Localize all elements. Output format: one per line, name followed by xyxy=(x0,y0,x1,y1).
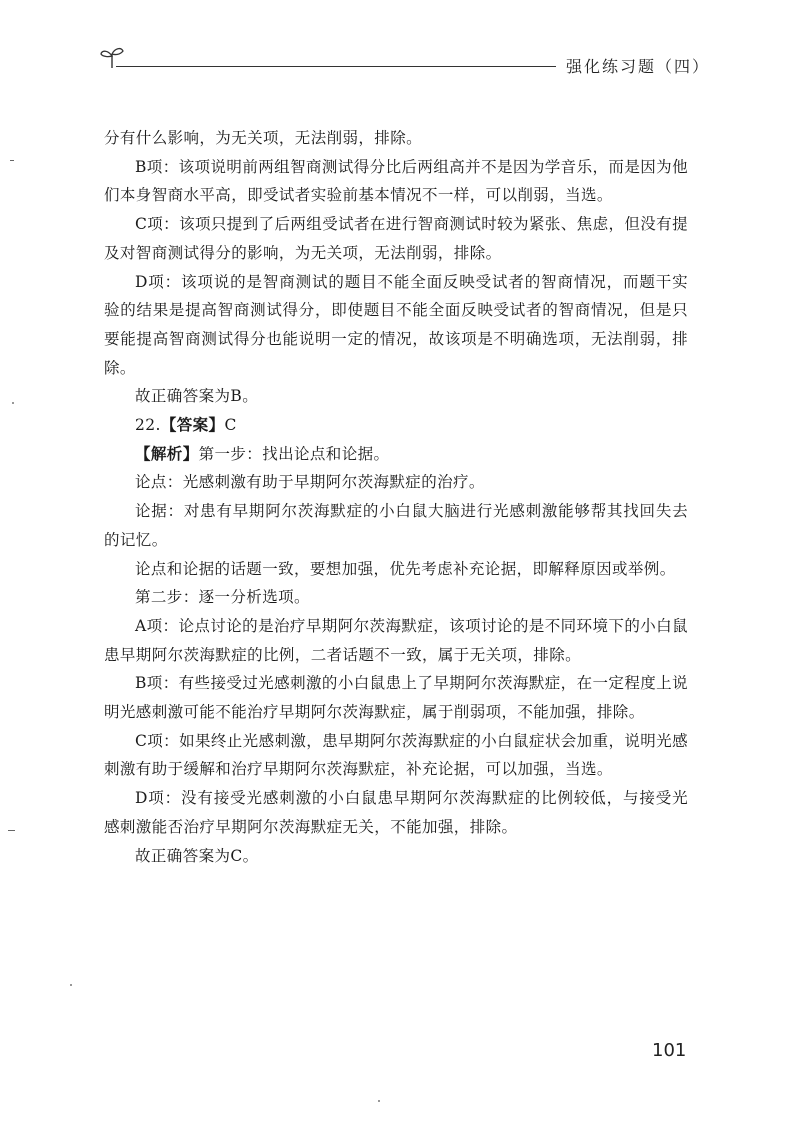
scan-speck xyxy=(70,984,72,986)
argument: 论点：光感刺激有助于早期阿尔茨海默症的治疗。 xyxy=(135,473,485,492)
analysis-label: 【解析】 xyxy=(135,443,199,463)
option-c: C项：如果终止光感刺激，患早期阿尔茨海默症的小白鼠症状会加重，说明光感刺激有助于缓解和治疗早期阿尔茨海默症，补充论据，可以加强，当选。 xyxy=(104,731,688,779)
paragraph: 故正确答案为B。 xyxy=(135,387,259,406)
analysis-step1: 第一步：找出论点和论据。 xyxy=(198,444,390,463)
paragraph: B项：该项说明前两组智商测试得分比后两组高并不是因为学音乐，而是因为他们本身智商水平高，即受试者实验前基本情况不一样，可以削弱，当选。 xyxy=(104,157,688,205)
scan-speck xyxy=(378,1100,380,1102)
scan-mark xyxy=(8,830,15,831)
header-rule xyxy=(116,66,556,67)
conclusion: 故正确答案为C。 xyxy=(135,846,259,865)
answer-label: 【答案】 xyxy=(160,415,225,435)
answer-value: C xyxy=(224,416,237,435)
relation: 论点和论据的话题一致，要想加强，优先考虑补充论据，即解释原因或举例。 xyxy=(135,559,676,578)
scan-speck xyxy=(12,402,14,404)
paragraph: C项：该项只提到了后两组受试者在进行智商测试时较为紧张、焦虑，但没有提及对智商测试得分的影响，为无关项，无法削弱，排除。 xyxy=(104,215,688,262)
page-body xyxy=(104,124,688,870)
scan-mark xyxy=(10,160,14,161)
analysis-line xyxy=(104,440,688,469)
evidence: 论据：对患有早期阿尔茨海默症的小白鼠大脑进行光感刺激能够帮其找回失去的记忆。 xyxy=(104,502,688,549)
header-title: 强化练习题（四） xyxy=(566,57,711,76)
paragraph: D项：该项说的是智商测试的题目不能全面反映受试者的智商情况，而题干实验的结果是提高智商测试得分，即使题目不能全面反映受试者的智商情况，但是只要能提高智商测试得分也能说明一定的情况，故该项是不明确选项，无法削弱，排除。 xyxy=(104,272,688,377)
option-b: B项：有些接受过光感刺激的小白鼠患上了早期阿尔茨海默症，在一定程度上说明光感刺激可能不能治疗早期阿尔茨海默症，属于削弱项，不能加强，排除。 xyxy=(104,674,688,722)
option-d: D项：没有接受光感刺激的小白鼠患早期阿尔茨海默症的比例较低，与接受光感刺激能否治疗早期阿尔茨海默症无关，不能加强，排除。 xyxy=(104,789,688,836)
question-number: 22. xyxy=(135,416,161,435)
paragraph: 分有什么影响，为无关项，无法削弱，排除。 xyxy=(104,129,423,147)
option-a: A项：论点讨论的是治疗早期阿尔茨海默症，该项讨论的是不同环境下的小白鼠患早期阿尔茨海默症的比例，二者话题不一致，属于无关项，排除。 xyxy=(104,616,688,664)
step2: 第二步：逐一分析选项。 xyxy=(135,588,310,607)
question-answer-line xyxy=(104,411,688,440)
page-number: 101 xyxy=(652,1040,687,1061)
